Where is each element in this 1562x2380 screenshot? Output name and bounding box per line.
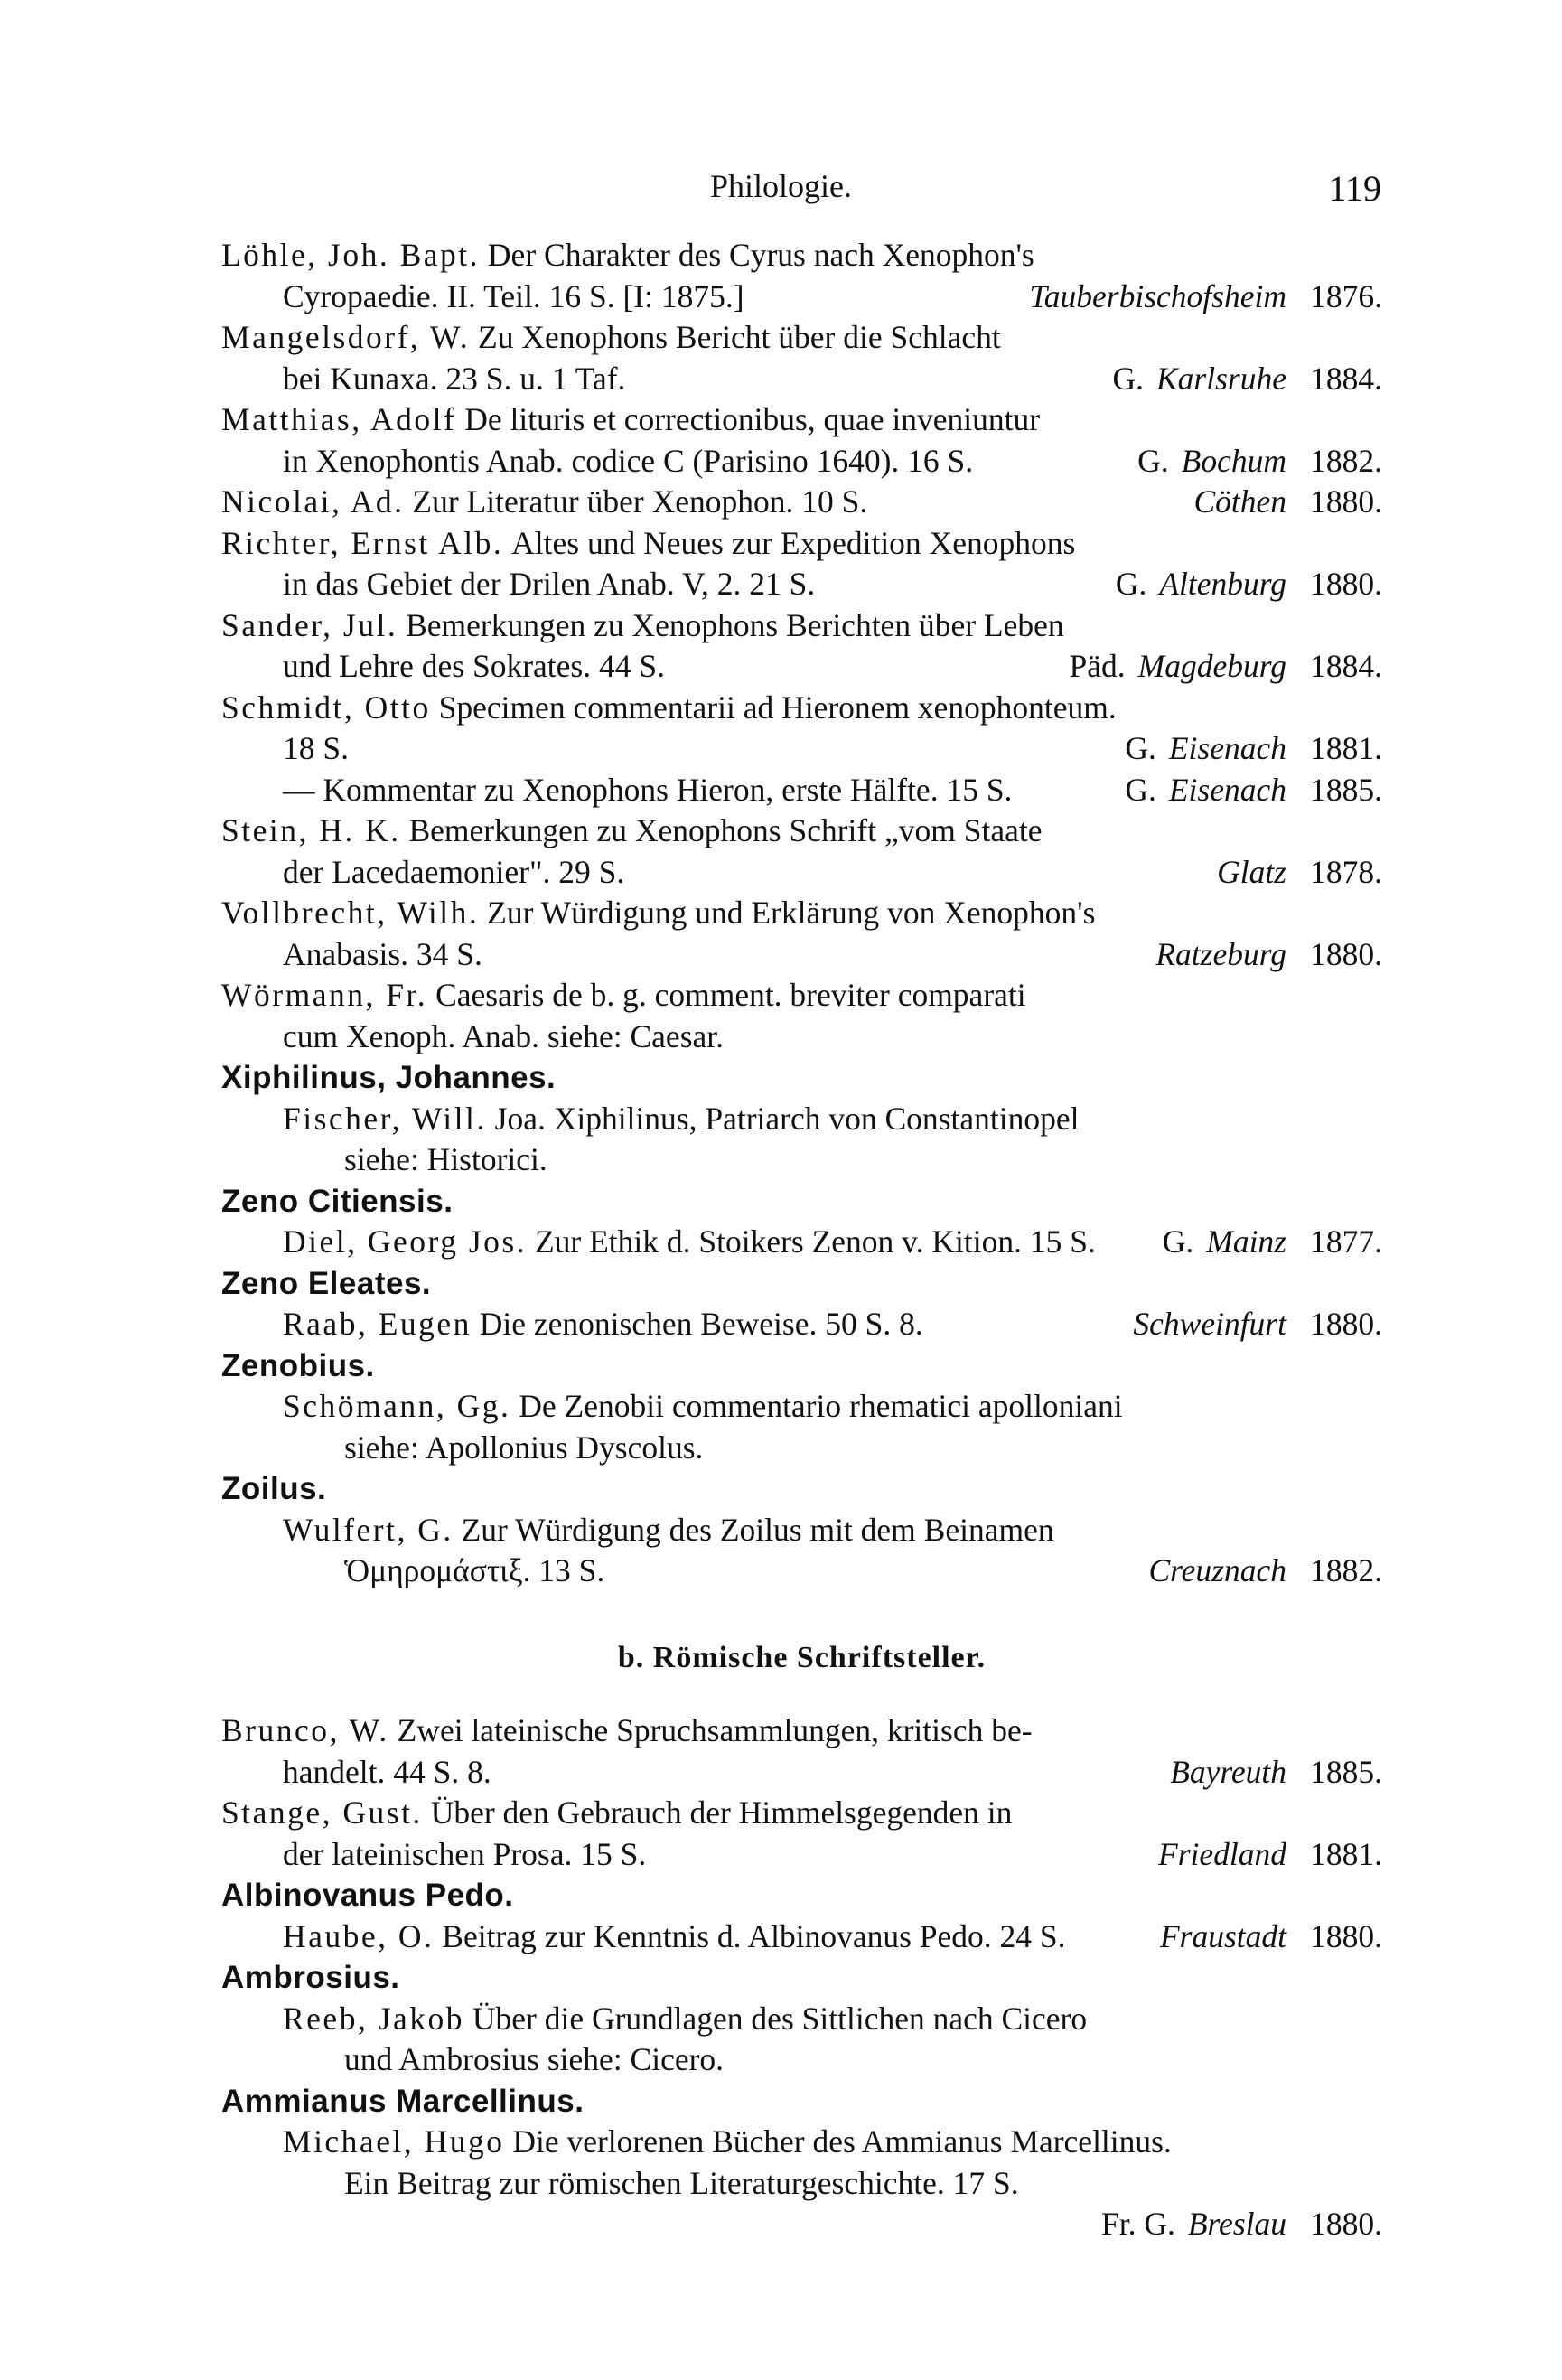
entry-year: 1880. <box>1310 1306 1382 1342</box>
entry-author: Diel, Georg Jos. <box>283 1223 528 1260</box>
entry-author: Sander, Jul. <box>221 606 398 643</box>
bibliography-entry <box>221 975 1382 1057</box>
entry-author: Brunco, W. <box>221 1712 389 1748</box>
entry-year: 1884. <box>1310 648 1382 684</box>
bibliography-entry <box>221 1222 1382 1263</box>
author-heading: Zeno Eleates. <box>221 1265 432 1301</box>
entry-school: G. <box>1162 1223 1194 1260</box>
entry-place: Karlsruhe <box>1156 360 1286 397</box>
entry-year: 1880. <box>1310 566 1382 602</box>
bibliography-entry <box>221 893 1382 975</box>
entry-place: Magdeburg <box>1137 648 1286 684</box>
entry-school: G. <box>1115 566 1147 602</box>
entry-author: Schömann, Gg. <box>283 1388 511 1424</box>
entry-title: Bemerkungen zu Xenophons Schrift „vom Staate <box>408 812 1043 848</box>
entry-place: Friedland <box>1158 1835 1286 1872</box>
entry-place: Mainz <box>1206 1223 1286 1260</box>
entry-title: Zur Würdigung und Erklärung von Xenophon's <box>487 895 1096 931</box>
entry-author: Vollbrecht, Wilh. <box>221 895 480 931</box>
entry-continuation: bei Kunaxa. 23 S. u. 1 Taf. <box>283 360 626 397</box>
entry-title: Caesaris de b. g. comment. breviter comparati <box>435 977 1026 1013</box>
entry-continuation: Ein Beitrag zur römischen Literaturgeschichte. 17 S. <box>344 2164 1019 2201</box>
entry-continuation: Ὁμηρομάστιξ. 13 S. <box>344 1552 605 1588</box>
entry-year: 1881. <box>1310 730 1382 766</box>
bibliography-list <box>221 235 1382 2245</box>
author-heading: Zenobius. <box>221 1347 375 1383</box>
author-heading: Ammianus Marcellinus. <box>221 2083 585 2119</box>
entry-place: Ratzeburg <box>1155 935 1286 972</box>
entry-year: 1880. <box>1310 2206 1382 2242</box>
bibliography-entry <box>221 1099 1382 1181</box>
bibliography-entry <box>221 1304 1382 1345</box>
entry-title: Beitrag zur Kenntnis d. Albinovanus Pedo. 24 S. <box>442 1917 1066 1954</box>
entry-continuation: und Ambrosius siehe: Cicero. <box>344 2041 725 2077</box>
entry-title: De Zenobii commentario rhematici apolloniani <box>519 1388 1123 1424</box>
entry-author: Richter, Ernst Alb. <box>221 524 504 561</box>
entry-school: G. <box>1125 730 1156 766</box>
entry-year: 1885. <box>1310 771 1382 808</box>
author-heading: Zoilus. <box>221 1471 327 1506</box>
author-heading: Albinovanus Pedo. <box>221 1878 514 1913</box>
author-heading: Xiphilinus, Johannes. <box>221 1060 557 1095</box>
entry-author: Stein, H. K. <box>221 812 401 848</box>
entry-year: 1885. <box>1310 1753 1382 1790</box>
bibliography-entry <box>221 1793 1382 1875</box>
entry-year: 1878. <box>1310 853 1382 890</box>
entry-continuation: 18 S. <box>283 730 349 766</box>
bibliography-entry <box>221 1386 1382 1468</box>
entry-author: Mangelsdorf, W. <box>221 319 471 355</box>
bibliography-entry <box>221 2122 1382 2245</box>
bibliography-entry <box>221 235 1382 317</box>
entry-author: Wörmann, Fr. <box>221 977 428 1013</box>
bibliography-entry <box>221 317 1382 399</box>
entry-author: Reeb, Jakob <box>283 2000 465 2037</box>
entry-continuation: Cyropaedie. II. Teil. 16 S. [I: 1875.] <box>283 277 744 314</box>
entry-place: Glatz <box>1217 853 1286 890</box>
entry-place: Bochum <box>1181 442 1286 479</box>
entry-title: Altes und Neues zur Expedition Xenophons <box>511 524 1076 561</box>
page-number: 119 <box>1328 168 1381 209</box>
entry-continuation: in Xenophontis Anab. codice C (Parisino 1640). 16 S. <box>283 442 974 479</box>
author-heading: Zeno Citiensis. <box>221 1183 454 1219</box>
running-title: Philologie. <box>709 168 852 204</box>
entry-continuation: in das Gebiet der Drilen Anab. V, 2. 21 S. <box>283 566 816 602</box>
entry-place: Cöthen <box>1193 483 1286 520</box>
entry-continuation: handelt. 44 S. 8. <box>283 1753 491 1790</box>
entry-title: Zur Würdigung des Zoilus mit dem Beinamen <box>461 1511 1054 1548</box>
entry-school: G. <box>1125 771 1156 808</box>
entry-title: Joa. Xiphilinus, Patriarch von Constantinopel <box>494 1100 1080 1137</box>
page-header <box>0 167 1562 221</box>
entry-title: Kommentar zu Xenophons Hieron, erste Hälfte. 15 S. <box>323 771 1013 808</box>
entry-author: Haube, O. <box>283 1917 435 1954</box>
bibliography-entry <box>221 688 1382 770</box>
entry-title: Specimen commentarii ad Hieronem xenophonteum. <box>438 689 1117 726</box>
bibliography-entry <box>221 523 1382 605</box>
entry-year: 1876. <box>1310 277 1382 314</box>
bibliography-entry <box>221 1710 1382 1793</box>
entry-school: Päd. <box>1069 648 1126 684</box>
section-heading: b. Römische Schriftsteller. <box>617 1640 987 1674</box>
bibliography-entry <box>221 811 1382 893</box>
entry-continuation: und Lehre des Sokrates. 44 S. <box>283 648 665 684</box>
entry-year: 1880. <box>1310 483 1382 520</box>
author-heading: Ambrosius. <box>221 1960 400 1995</box>
entry-year: 1882. <box>1310 1552 1382 1588</box>
entry-year: 1880. <box>1310 1917 1382 1954</box>
entry-author: Stange, Gust. <box>221 1794 423 1831</box>
entry-continuation: Anabasis. 34 S. <box>283 935 482 972</box>
entry-title: Zur Ethik d. Stoikers Zenon v. Kition. 15 S. <box>534 1223 1096 1260</box>
bibliography-entry <box>221 1510 1382 1592</box>
entry-author: Matthias, Adolf <box>221 401 457 437</box>
entry-year: 1884. <box>1310 360 1382 397</box>
entry-continuation: siehe: Historici. <box>344 1141 547 1177</box>
bibliography-entry <box>221 1916 1382 1958</box>
entry-place: Altenburg <box>1159 566 1286 602</box>
entry-author: Raab, Eugen <box>283 1306 472 1342</box>
entry-title: Über die Grundlagen des Sittlichen nach Cicero <box>472 2000 1088 2037</box>
bibliography-entry <box>221 770 1382 811</box>
entry-place: Fraustadt <box>1159 1917 1286 1954</box>
bibliography-entry <box>221 482 1382 523</box>
entry-school: G. <box>1112 360 1144 397</box>
entry-place: Eisenach <box>1168 730 1286 766</box>
entry-author: Michael, Hugo <box>283 2123 505 2160</box>
entry-year: 1880. <box>1310 935 1382 972</box>
entry-place: Schweinfurt <box>1133 1306 1286 1342</box>
entry-school: Fr. G. <box>1101 2206 1175 2242</box>
entry-continuation: siehe: Apollonius Dyscolus. <box>344 1429 704 1466</box>
entry-place: Tauberbischofsheim <box>1029 277 1286 314</box>
entry-author: Fischer, Will. <box>283 1100 487 1137</box>
entry-author: Löhle, Joh. Bapt. <box>221 237 481 273</box>
entry-title: Zur Literatur über Xenophon. 10 S. <box>412 483 868 520</box>
entry-year: 1877. <box>1310 1223 1382 1260</box>
entry-title: Die verlorenen Bücher des Ammianus Marcellinus. <box>512 2123 1172 2160</box>
bibliography-entry <box>221 605 1382 688</box>
entry-author: Nicolai, Ad. <box>221 483 405 520</box>
entry-title: Zu Xenophons Bericht über die Schlacht <box>478 319 1001 355</box>
entry-year: 1881. <box>1310 1835 1382 1872</box>
entry-title: Zwei lateinische Spruchsammlungen, kritisch be- <box>397 1712 1033 1748</box>
bibliography-entry <box>221 399 1382 482</box>
entry-place: Breslau <box>1187 2206 1286 2242</box>
entry-title: Über den Gebrauch der Himmelsgegenden in <box>430 1794 1013 1831</box>
bibliography-entry <box>221 1999 1382 2081</box>
entry-title: Der Charakter des Cyrus nach Xenophon's <box>487 237 1034 273</box>
entry-continuation: der lateinischen Prosa. 15 S. <box>283 1835 647 1872</box>
entry-continuation: der Lacedaemonier". 29 S. <box>283 853 625 890</box>
entry-ditto-dash: — <box>283 771 315 808</box>
entry-school: G. <box>1137 442 1169 479</box>
entry-title: Die zenonischen Beweise. 50 S. 8. <box>479 1306 923 1342</box>
entry-author: Schmidt, Otto <box>221 689 431 726</box>
entry-title: De lituris et correctionibus, quae inveniuntur <box>464 401 1041 437</box>
entry-title: Bemerkungen zu Xenophons Berichten über Leben <box>406 606 1064 643</box>
entry-author: Wulfert, G. <box>283 1511 454 1548</box>
entry-place: Eisenach <box>1168 771 1286 808</box>
entry-continuation: cum Xenoph. Anab. siehe: Caesar. <box>283 1017 725 1054</box>
entry-year: 1882. <box>1310 442 1382 479</box>
entry-place: Creuznach <box>1148 1552 1286 1588</box>
entry-place: Bayreuth <box>1170 1753 1286 1790</box>
